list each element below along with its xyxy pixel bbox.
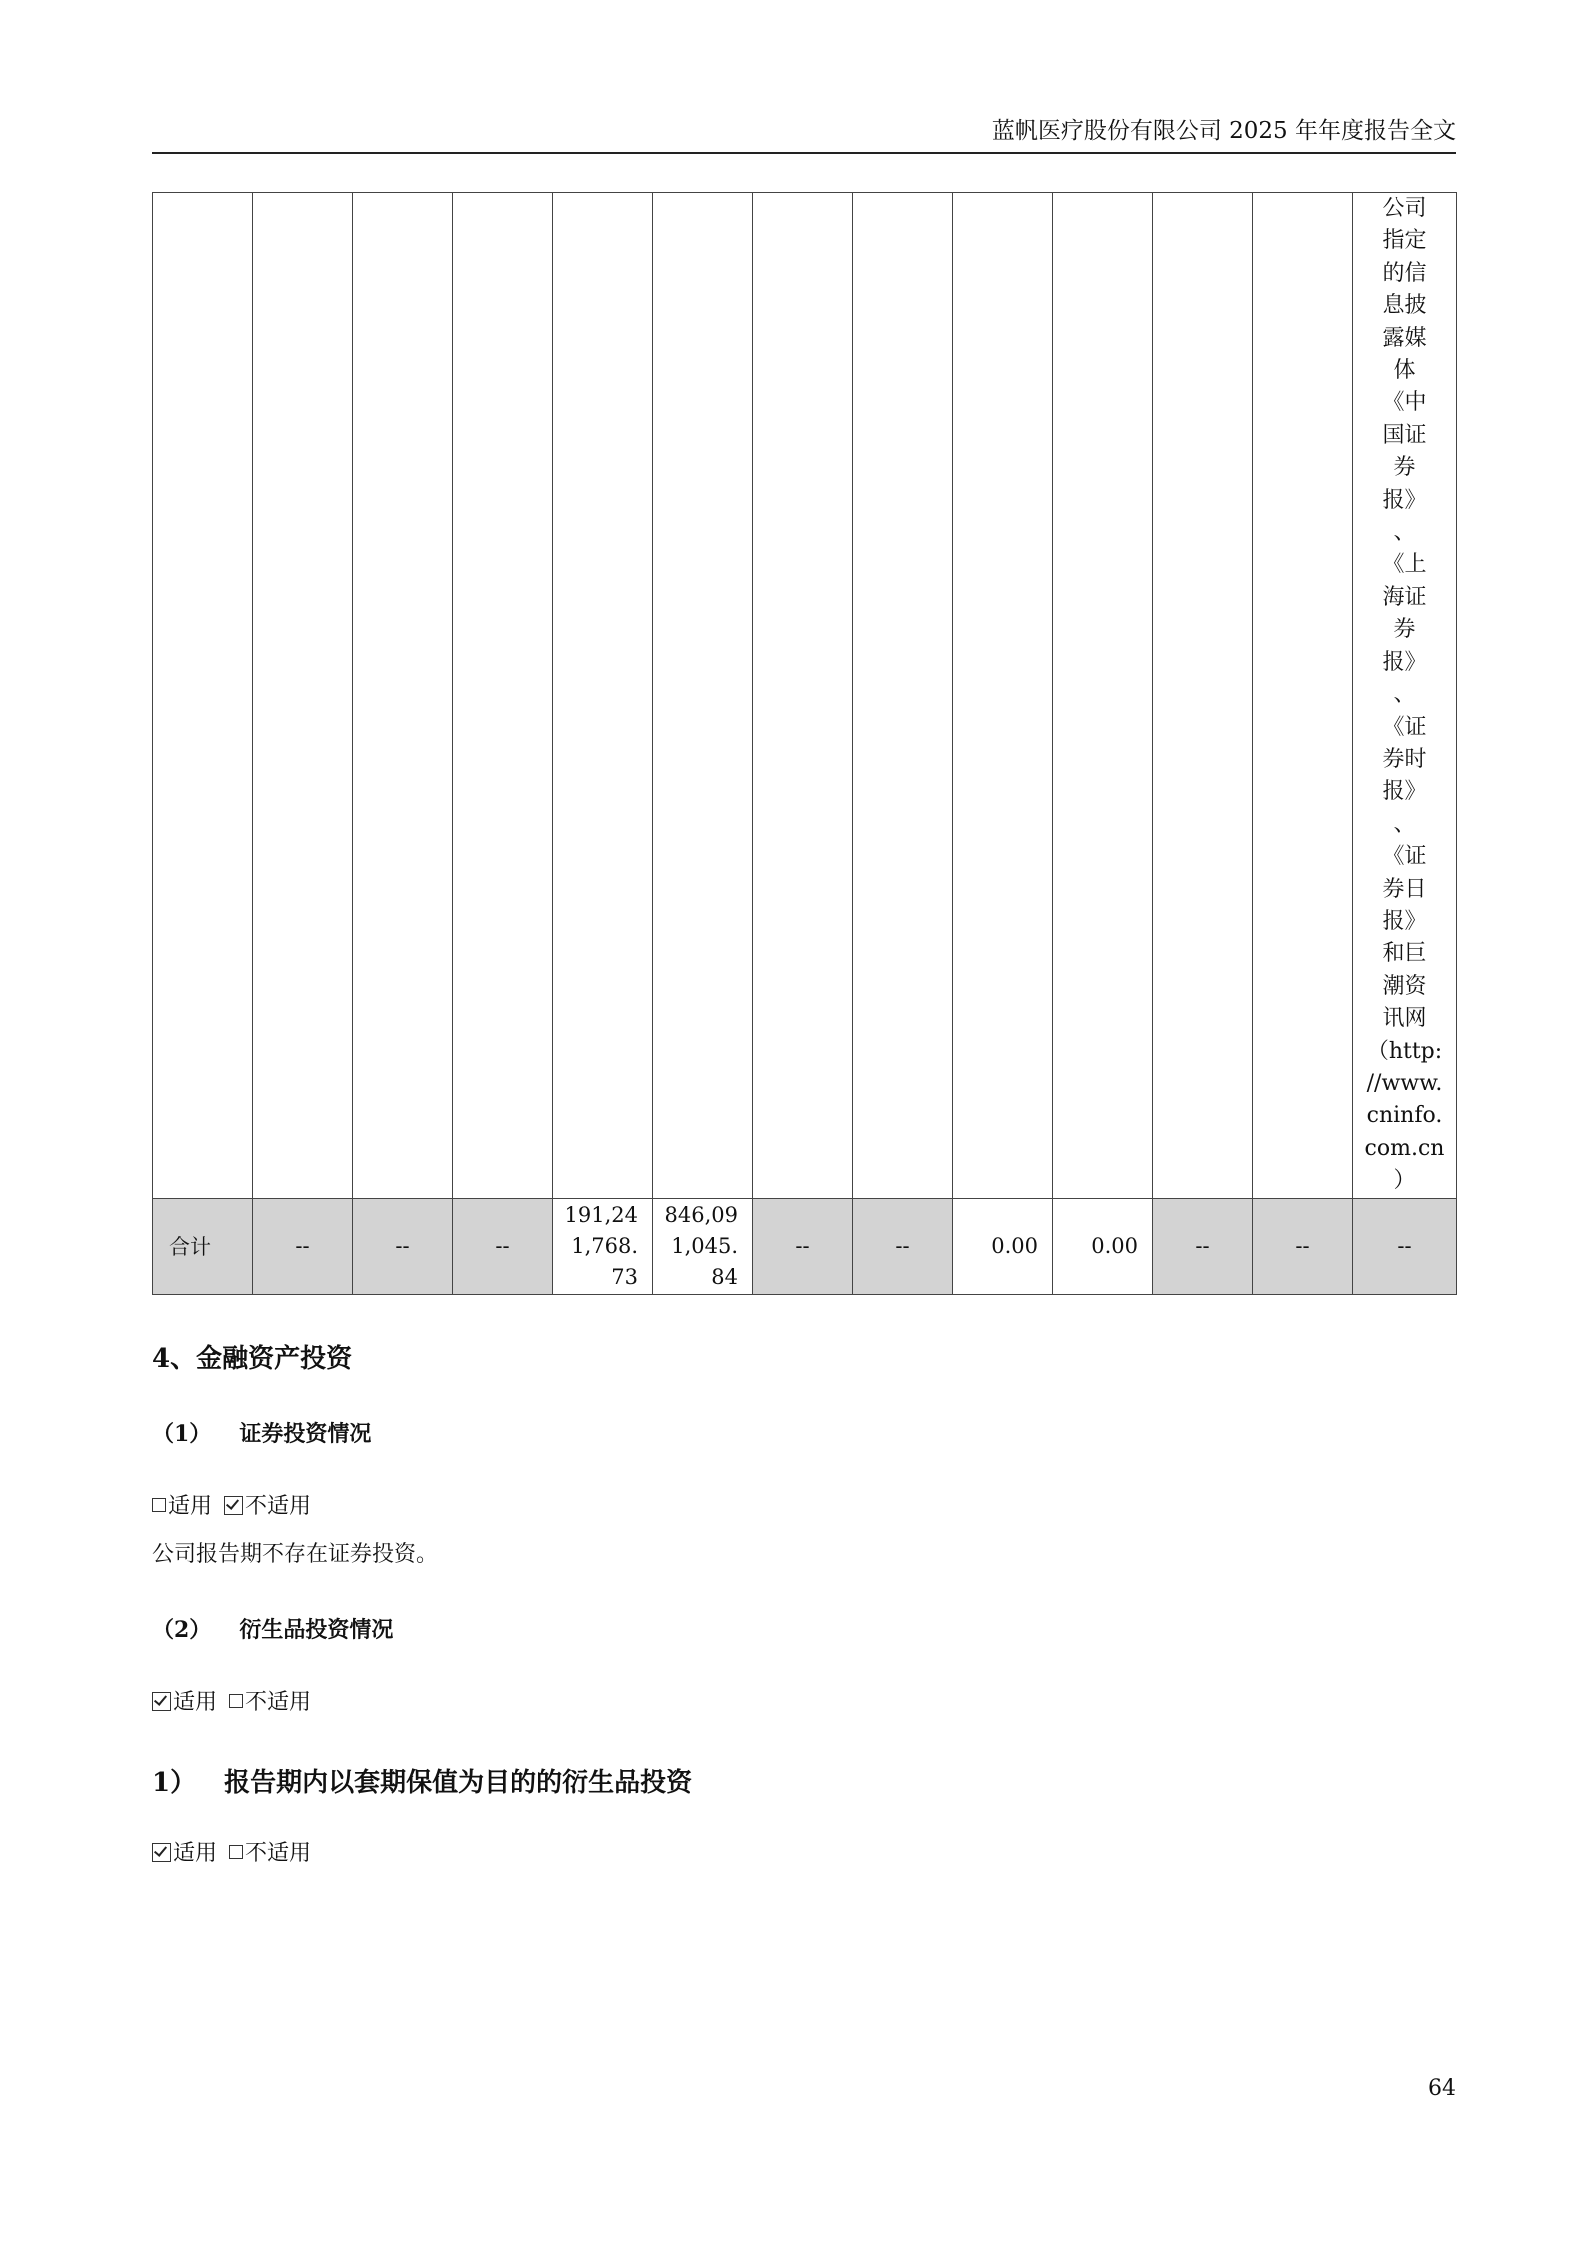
table-cell <box>853 193 953 1199</box>
table-cell: -- <box>1353 1198 1457 1294</box>
cell-text-line: 体 <box>1393 358 1416 384</box>
cell-text-line: 报》 <box>1382 487 1427 513</box>
cell-text-line: 《证 <box>1382 844 1427 870</box>
table-cell: -- <box>453 1198 553 1294</box>
cell-text-line: 1,768. <box>571 1233 638 1258</box>
cell-text-line: 券时 <box>1382 746 1427 772</box>
cell-text-line: 券 <box>1393 455 1416 481</box>
cell-text-line: 《证 <box>1382 714 1427 740</box>
table-cell <box>1153 193 1253 1199</box>
cell-text-line: com.cn <box>1364 1135 1445 1161</box>
cell-text-line: 息披 <box>1382 293 1427 319</box>
option-label: 适用 <box>173 1690 218 1715</box>
section-heading: 4、金融资产投资 <box>152 1344 353 1374</box>
cell-text-line: 报》 <box>1382 779 1427 805</box>
investment-table <box>152 192 1457 1295</box>
applicability-options <box>152 1836 311 1867</box>
subsection-heading <box>152 1417 371 1448</box>
total-row <box>153 1198 1457 1294</box>
cell-text-line: 191,24 <box>564 1202 638 1227</box>
checkbox-checked-icon <box>152 1692 171 1711</box>
cell-text-line: 的信 <box>1382 260 1427 286</box>
option-label: 不适用 <box>245 1494 312 1519</box>
cell-text-line: 露媒 <box>1382 325 1427 351</box>
table-cell: 0.00 <box>953 1198 1053 1294</box>
cell-text-line: cninfo. <box>1366 1103 1443 1129</box>
cell-text-line: 、 <box>1393 682 1416 708</box>
table-cell <box>1053 193 1153 1199</box>
cell-text-line: 国证 <box>1382 422 1427 448</box>
subsection-number: 1） <box>152 1768 197 1798</box>
table-cell <box>153 193 253 1199</box>
cell-text-line: 《中 <box>1382 390 1427 416</box>
subsection-number: （2） <box>152 1617 212 1643</box>
cell-text-line: 《上 <box>1382 552 1427 578</box>
table-cell <box>653 193 753 1199</box>
report-header-title: 蓝帆医疗股份有限公司 2025 年年度报告全文 <box>991 118 1456 144</box>
table-cell <box>953 193 1053 1199</box>
cell-text-line: 846,09 <box>664 1202 738 1227</box>
subsection-heading <box>152 1762 692 1799</box>
option-label: 适用 <box>173 1841 218 1866</box>
cell-text-line: 指定 <box>1382 228 1427 254</box>
checkbox-checked-icon <box>224 1496 243 1515</box>
page-number: 64 <box>1428 2076 1456 2101</box>
disclosure-media-cell <box>1353 193 1457 1199</box>
cell-text-line: 、 <box>1393 811 1416 837</box>
cell-text-line: 券日 <box>1382 876 1427 902</box>
subsection-title: 证券投资情况 <box>239 1421 372 1447</box>
cell-text-line: （http: <box>1366 1038 1443 1064</box>
body-text: 公司报告期不存在证券投资。 <box>152 1542 439 1567</box>
table-cell <box>753 193 853 1199</box>
cell-text-line: 1,045. <box>671 1233 738 1258</box>
cell-text-line: 报》 <box>1382 908 1427 934</box>
cell-text-line: 券 <box>1393 617 1416 643</box>
table-cell <box>253 193 353 1199</box>
table-cell <box>1253 193 1353 1199</box>
table-cell <box>453 193 553 1199</box>
option-label: 适用 <box>168 1494 213 1519</box>
applicability-options <box>152 1685 311 1716</box>
checkbox-unchecked-icon <box>229 1694 243 1708</box>
table-cell: -- <box>853 1198 953 1294</box>
option-label: 不适用 <box>245 1690 312 1715</box>
table-cell: -- <box>1153 1198 1253 1294</box>
header-divider <box>152 152 1456 154</box>
cell-text-line: ） <box>1393 1168 1416 1194</box>
cell-text-line: 报》 <box>1382 649 1427 675</box>
subsection-title: 衍生品投资情况 <box>239 1617 394 1643</box>
cell-text-line: 海证 <box>1382 584 1427 610</box>
table-cell: -- <box>253 1198 353 1294</box>
cell-text-line: 、 <box>1393 520 1416 546</box>
cell-text-line: 潮资 <box>1382 973 1427 999</box>
checkbox-unchecked-icon <box>152 1498 166 1512</box>
applicability-options <box>152 1489 311 1520</box>
subsection-number: （1） <box>152 1421 212 1447</box>
table-cell: -- <box>1253 1198 1353 1294</box>
cell-text-line: //www. <box>1366 1070 1443 1096</box>
cell-text-line: 73 <box>611 1264 638 1289</box>
cell-text-line: 公司 <box>1382 196 1427 221</box>
cell-text-line: 讯网 <box>1382 1006 1427 1032</box>
total-label: 合计 <box>153 1198 253 1294</box>
option-label: 不适用 <box>245 1841 312 1866</box>
cell-text-line: 和巨 <box>1382 941 1427 967</box>
total-value-cell <box>553 1198 653 1294</box>
table-row <box>153 193 1457 1199</box>
table-cell: 0.00 <box>1053 1198 1153 1294</box>
total-value-cell <box>653 1198 753 1294</box>
subsection-heading <box>152 1613 393 1644</box>
checkbox-checked-icon <box>152 1843 171 1862</box>
table-cell <box>553 193 653 1199</box>
table-cell <box>353 193 453 1199</box>
table-cell: -- <box>353 1198 453 1294</box>
table-cell: -- <box>753 1198 853 1294</box>
checkbox-unchecked-icon <box>229 1845 243 1859</box>
subsection-title: 报告期内以套期保值为目的的衍生品投资 <box>224 1768 693 1798</box>
cell-text-line: 84 <box>711 1264 738 1289</box>
